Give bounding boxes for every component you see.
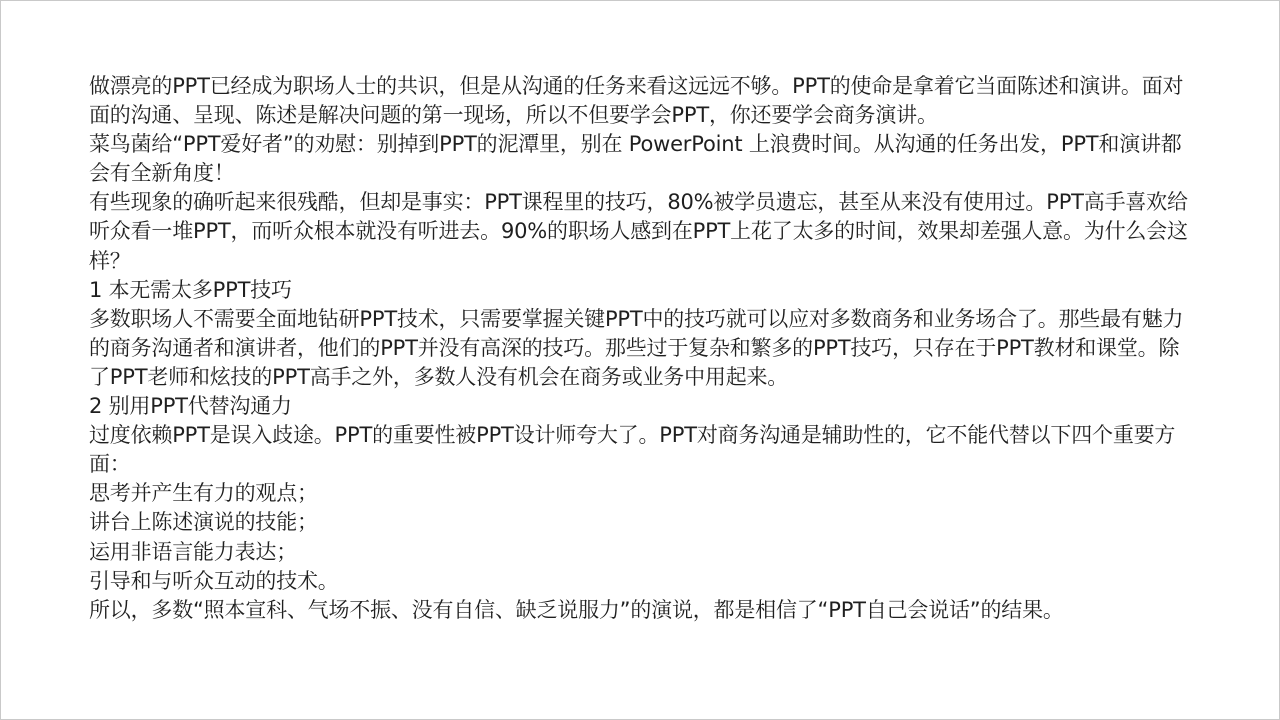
paragraph-intro: 做漂亮的PPT已经成为职场人士的共识，但是从沟通的任务来看这远远不够。PPT的使命是拿着它当面陈述和演讲。面对面的沟通、呈现、陈述是解决问题的第一现场，所以不但要学会PPT，你还要学会商务演讲。 <box>89 74 1184 128</box>
paragraph-phenomenon: 有些现象的确听起来很残酷，但却是事实：PPT课程里的技巧，80%被学员遗忘，甚至从来没有使用过。PPT高手喜欢给听众看一堆PPT，而听众根本就没有听进去。90%的职场人感到在PPT上花了太多的时间，效果却差强人意。为什么会这样？ <box>89 190 1188 273</box>
paragraph-conclusion: 所以，多数“照本宣科、气场不振、没有自信、缺乏说服力”的演说，都是相信了“PPT自己会说话”的结果。 <box>89 597 1064 622</box>
list-item: 思考并产生有力的观点； <box>89 481 318 506</box>
list-item: 运用非语言能力表达； <box>89 539 297 564</box>
paragraph-advice: 菜鸟菌给“PPT爱好者”的劝慰：别掉到PPT的泥潭里，别在 PowerPoint 上浪费时间。从沟通的任务出发，PPT和演讲都会有全新角度！ <box>89 132 1182 186</box>
list-item: 引导和与听众互动的技术。 <box>89 568 339 593</box>
section-heading-2: 2 别用PPT代替沟通力 <box>89 394 292 419</box>
article-body <box>89 72 1199 625</box>
paragraph-section-2: 过度依赖PPT是误入歧途。PPT的重要性被PPT设计师夸大了。PPT对商务沟通是辅助性的，它不能代替以下四个重要方面： <box>89 423 1176 477</box>
paragraph-section-1: 多数职场人不需要全面地钻研PPT技术，只需要掌握关键PPT中的技巧就可以应对多数商务和业务场合了。那些最有魅力的商务沟通者和演讲者，他们的PPT并没有高深的技巧。那些过于复杂和繁多的PPT技巧，只存在于PPT教材和课堂。除了PPT老师和炫技的PPT高手之外，多数人没有机会在商务或业务中用起来。 <box>89 306 1184 389</box>
list-item: 讲台上陈述演说的技能； <box>89 510 318 535</box>
section-heading-1: 1 本无需太多PPT技巧 <box>89 277 292 302</box>
